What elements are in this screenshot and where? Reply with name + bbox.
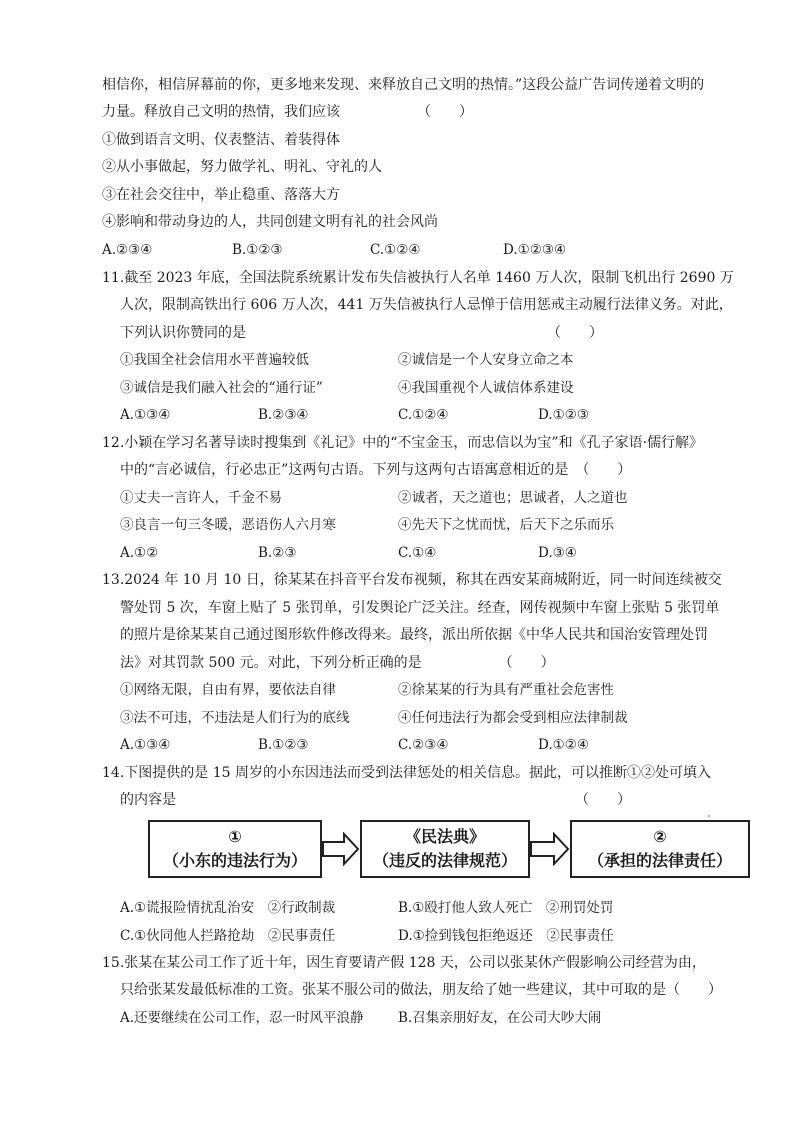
q15-stem-line-2: 只给张某发最低标准的工资。张某不服公司的做法，朋友给了她一些建议，其中可取的是（ ） [120,982,722,998]
q11-choice-b: B.②③④ [258,407,309,423]
q10-stem-line-1: 相信你，相信屏幕前的你，更多地来发现、来释放自己文明的热情。”这段公益广告词传递着文明的 [102,77,705,93]
q11-item-1: ①我国全社会信用水平普遍较低 [120,352,309,368]
q10-item-4: ④影响和带动身边的人，共同创建文明有礼的社会风尚 [102,214,438,230]
q13-item-2: ②徐某某的行为具有严重社会危害性 [398,682,614,698]
diagram-box-legal-norm-label: （违反的法律规范） [372,851,517,870]
q12-choice-b: B.②③ [258,545,297,561]
q10-item-2: ②从小事做起，努力做学礼、明礼、守礼的人 [102,159,382,175]
q11-item-3: ③诚信是我们融入社会的“通行证” [120,380,323,396]
diagram-box-legal-liability [570,820,750,878]
q15-choice-b: B.召集亲朋好友，在公司大吵大闹 [398,1010,602,1026]
scan-speck [708,815,710,817]
q12-item-4: ④先天下之忧而忧，后天下之乐而乐 [398,517,614,533]
q14-choice-c: C.①伙同他人拦路抢劫 ②民事责任 [120,928,336,944]
q10-choice-d: D.①②③④ [503,242,567,258]
q11-item-2: ②诚信是一个人安身立命之本 [398,352,574,368]
q12-item-3: ③良言一句三冬暖，恶语伤人六月寒 [120,517,336,533]
diagram-box-illegal-act [148,820,322,878]
q12-item-2: ②诚者，天之道也；思诚者，人之道也 [398,490,628,506]
q12-choice-c: C.①④ [398,545,437,561]
q14-choice-b: B.①殴打他人致人死亡 ②刑罚处罚 [398,900,614,916]
q13-stem-line-2: 警处罚 5 次，车窗上贴了 5 张罚单，引发舆论广泛关注。经查，网传视频中车窗上张贴 5 张罚单 [120,600,720,616]
q15-stem-line-1: 15.张某在某公司工作了近十年，因生育要请产假 128 天，公司以张某休产假影响公司经营为由， [102,955,706,971]
q11-choice-a: A.①③④ [120,407,171,423]
q11-choice-c: C.①②④ [398,407,449,423]
diagram-box-illegal-act-marker: ① [228,827,242,846]
q12-choice-a: A.①② [120,545,159,561]
q11-stem-line-3: 下列认识你赞同的是 （ ） [120,325,603,341]
q12-choice-d: D.③④ [538,545,577,561]
q11-choice-d: D.①②③ [538,407,589,423]
q13-choice-c: C.②③④ [398,737,449,753]
q13-item-4: ④任何违法行为都会受到相应法律制裁 [398,710,628,726]
q13-stem-line-3: 的照片是徐某某自己通过图形软件修改得来。最终，派出所依据《中华人民共和国治安管理处罚 [120,627,708,643]
diagram-box-legal-norm [360,820,530,878]
diagram-box-illegal-act-label: （小东的违法行为） [162,851,307,870]
q10-stem-line-2: 力量。释放自己文明的热情，我们应该 （ ） [102,104,473,120]
q12-stem-line-1: 12.小颖在学习名著导读时搜集到《礼记》中的“不宝金玉，而忠信以为宝”和《孔子家语·儒行解》 [102,435,704,451]
diagram-arrow-right-icon [322,832,360,866]
q13-choice-d: D.①②④ [538,737,589,753]
q13-stem-line-4: 法》对其罚款 500 元。对此，下列分析正确的是 （ ） [120,655,555,671]
q14-stem-line-1: 14.下图提供的是 15 周岁的小东因违法而受到法律惩处的相关信息。据此，可以推断①②处可填入 [102,765,711,781]
q13-stem-line-1: 13.2024 年 10 月 10 日，徐某某在抖音平台发布视频，称其在西安某商城附近，同一时间连续被交 [102,572,722,588]
q12-stem-line-2: 中的“言必诚信，行必忠正”这两句古语。下列与这两句古语寓意相近的是 （ ） [120,462,632,478]
q13-choice-a: A.①③④ [120,737,171,753]
q10-choice-a: A.②③④ [102,242,153,258]
q14-choice-d: D.①捡到钱包拒绝返还 ②民事责任 [398,928,614,944]
q14-stem-line-2: 的内容是 （ ） [120,792,631,808]
q11-stem-line-1: 11.截至 2023 年底，全国法院系统累计发布失信被执行人名单 1460 万人次，限制飞机出行 2690 万 [102,270,734,286]
q13-item-1: ①网络无限，自由有界，要依法自律 [120,682,336,698]
diagram-arrow-right-icon [530,832,570,866]
q14-choice-a: A.①谎报险情扰乱治安 ②行政制裁 [120,900,336,916]
q12-item-1: ①丈夫一言许人，千金不易 [120,490,282,506]
q11-item-4: ④我国重视个人诚信体系建设 [398,380,574,396]
q10-choice-c: C.①②④ [370,242,421,258]
diagram-box-legal-norm-title: 《民法典》 [404,827,485,846]
q11-stem-line-2: 人次，限制高铁出行 606 万人次，441 万失信被执行人忌惮于信用惩戒主动履行法律义务。对此， [120,297,733,313]
diagram-box-legal-liability-marker: ② [653,827,667,846]
q10-choice-b: B.①②③ [232,242,283,258]
q10-item-3: ③在社会交往中，举止稳重、落落大方 [102,187,340,203]
q15-choice-a: A.还要继续在公司工作，忍一时风平浪静 [120,1010,364,1026]
diagram-box-legal-liability-label: （承担的法律责任） [587,851,732,870]
q13-choice-b: B.①②③ [258,737,309,753]
q10-item-1: ①做到语言文明、仪表整洁、着装得体 [102,132,340,148]
q13-item-3: ③法不可违，不违法是人们行为的底线 [120,710,350,726]
